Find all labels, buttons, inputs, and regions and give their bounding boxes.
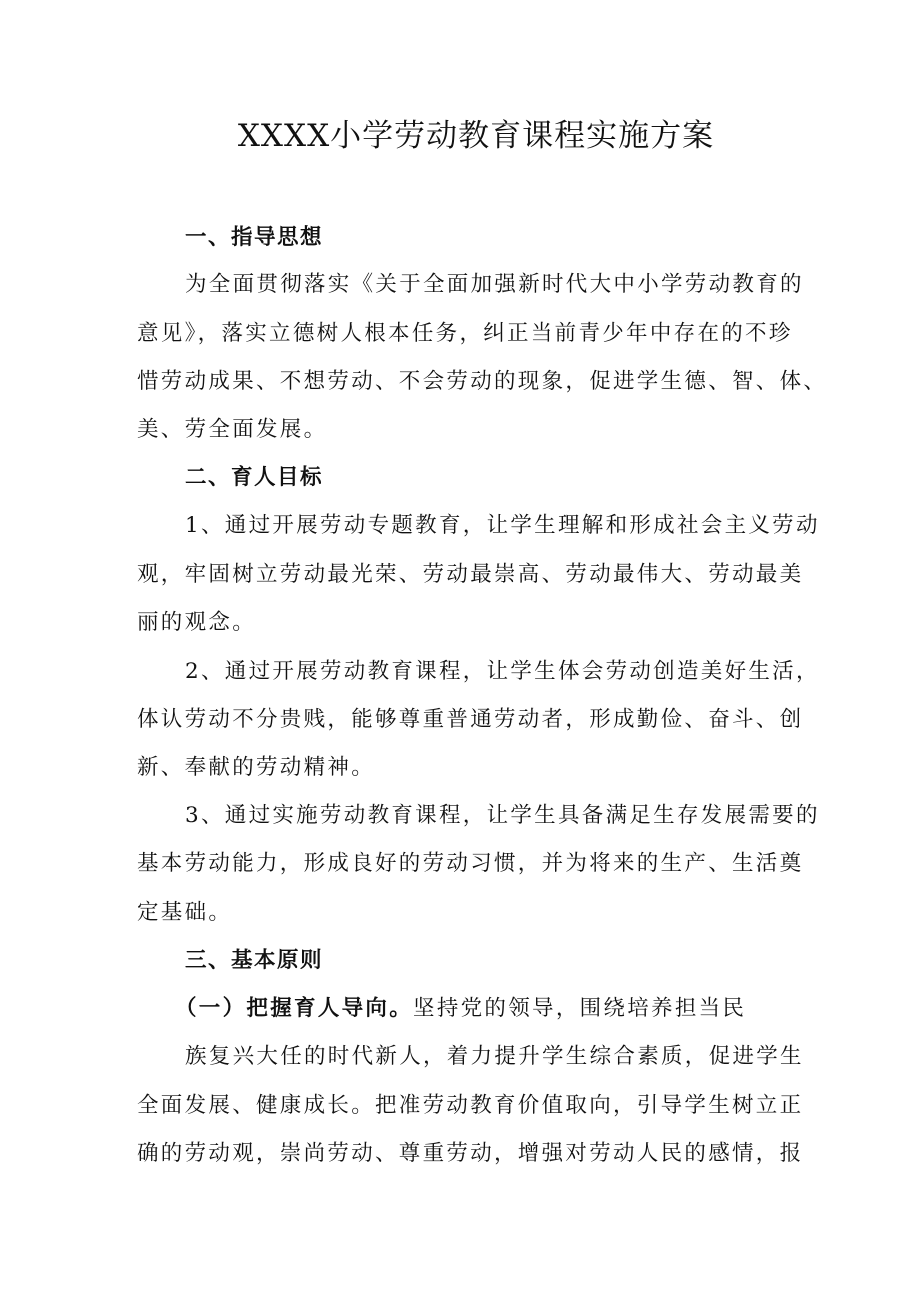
paragraph-line: 观，牢固树立劳动最光荣、劳动最崇高、劳动最伟大、劳动最美 [137,562,804,587]
paragraph-line: 定基础。 [137,900,233,925]
paragraph-line: 丽的观念。 [137,610,257,635]
paragraph-line: 族复兴大任的时代新人，着力提升学生综合素质，促进学生 [185,1044,804,1069]
paragraph-line: 基本劳动能力，形成良好的劳动习惯，并为将来的生产、生活奠 [137,851,804,876]
subsection-lead: （一）把握育人导向。 [175,996,414,1021]
section-heading-basic-principles: 三、基本原则 [185,948,324,973]
paragraph-line: 美、劳全面发展。 [137,417,328,442]
paragraph-line: 确的劳动观，崇尚劳动、尊重劳动，增强对劳动人民的感情，报 [137,1141,804,1166]
paragraph-line: 为全面贯彻落实《关于全面加强新时代大中小学劳动教育的 [185,272,804,297]
paragraph-line: 3、通过实施劳动教育课程，让学生具备满足生存发展需要的 [185,803,820,828]
paragraph-line: 1、通过开展劳动专题教育，让学生理解和形成社会主义劳动 [185,513,820,538]
paragraph-line: 新、奉献的劳动精神。 [137,755,376,780]
paragraph-line: 体认劳动不分贵贱，能够尊重普通劳动者，形成勤俭、奋斗、创 [137,707,804,732]
document-title: XXXX小学劳动教育课程实施方案 [237,118,715,154]
section-heading-education-goals: 二、育人目标 [185,465,324,490]
paragraph-line: 2、通过开展劳动教育课程，让学生体会劳动创造美好生活， [185,659,820,684]
section-heading-guiding-ideology: 一、指导思想 [185,225,324,250]
paragraph-line [175,993,797,1025]
paragraph-line: 惜劳动成果、不想劳动、不会劳动的现象，促进学生德、智、体、 [137,369,828,394]
paragraph-text: 坚持党的领导，围绕培养担当民 [413,996,747,1021]
paragraph-line: 全面发展、健康成长。把准劳动教育价值取向，引导学生树立正 [137,1093,804,1118]
paragraph-line: 意见》，落实立德树人根本任务，纠正当前青少年中存在的不珍 [137,321,793,346]
